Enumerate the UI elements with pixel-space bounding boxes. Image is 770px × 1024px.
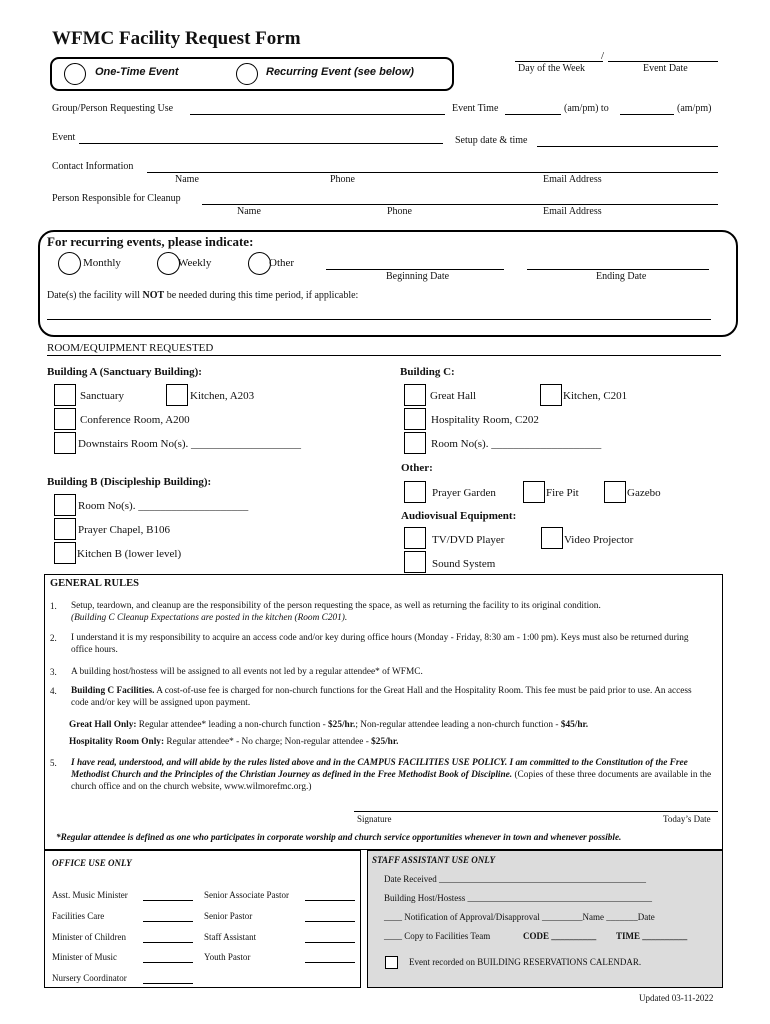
rule-3-text: A building host/hostess will be assigned to all events not led by a regular attendee* of WFMC. (71, 667, 423, 677)
contact-name-label: Name (175, 174, 199, 185)
monthly-radio[interactable] (58, 252, 81, 275)
updated-date: Updated 03-11-2022 (639, 993, 714, 1003)
staff-notification: ____ Notification of Approval/Disapproval _________Name _______Date (384, 912, 655, 922)
rule-4-text: Building C Facilities. A cost-of-use fee is charged for non-church functions for the Great Hall and the Hospitality Room. This fee must be paid prior to use. An access code and/or key will be assigned upon payment. (71, 686, 692, 708)
contact-label: Contact Information (52, 161, 134, 172)
kitchen-a-checkbox[interactable] (166, 384, 188, 406)
staff-time: TIME __________ (616, 931, 688, 941)
rules-heading: GENERAL RULES (50, 578, 139, 589)
cleanup-label: Person Responsible for Cleanup (52, 193, 181, 204)
rule-1-text: Setup, teardown, and cleanup are the responsibility of the person requesting the space, as well as returning the facility to its original condition. (Building C Cleanup Expectations are posted in the kitchen (Room C201). (71, 601, 601, 623)
great-hall-fee: Great Hall Only: Regular attendee* leading a non-church function - $25/hr.; Non-regular attendee leading a non-church function - $45/hr. (69, 720, 589, 730)
regular-attendee-footnote: *Regular attendee is defined as one who participates in corporate worship and church service opportunities whenever in town and whenever possible. (56, 832, 622, 842)
conference-label: Conference Room, A200 (80, 414, 190, 426)
building-c-heading: Building C: (400, 366, 455, 378)
gazebo-label: Gazebo (627, 487, 661, 499)
recurring-heading: For recurring events, please indicate: (47, 234, 254, 249)
rule-2-text: I understand it is my responsibility to acquire an access code and/or key during office hours (Monday - Friday, 8:30 am - 1:00 pm). Keys must also be returned during office hours. (71, 633, 689, 655)
staff-date-received: Date Received ______________________________________________ (384, 874, 646, 884)
begin-date-label: Beginning Date (386, 271, 450, 282)
end-date-label: Ending Date (596, 271, 647, 282)
hospitality-fee: Hospitality Room Only: Regular attendee* - No charge; Non-regular attendee - $25/hr. (69, 737, 399, 747)
sanctuary-label: Sanctuary (80, 390, 124, 402)
office-role-senior-pastor: Senior Pastor (204, 911, 253, 921)
projector-checkbox[interactable] (541, 527, 563, 549)
office-field-staff-asst[interactable] (305, 942, 355, 943)
office-field-senior-pastor[interactable] (305, 921, 355, 922)
room-heading: ROOM/EQUIPMENT REQUESTED (47, 342, 214, 354)
setup-label: Setup date & time (455, 135, 528, 146)
gazebo-checkbox[interactable] (604, 481, 626, 503)
downstairs-label: Downstairs Room No(s). ____________________ (78, 438, 302, 450)
office-field-children[interactable] (143, 942, 193, 943)
tv-label: TV/DVD Player (432, 534, 505, 546)
room-heading-rule (47, 355, 721, 356)
office-role-youth: Youth Pastor (204, 952, 251, 962)
setup-field[interactable] (537, 146, 718, 147)
event-field[interactable] (79, 143, 443, 144)
monthly-label: Monthly (83, 257, 121, 269)
page-title: WFMC Facility Request Form (52, 28, 301, 49)
office-heading: OFFICE USE ONLY (52, 858, 132, 868)
begin-date-field[interactable] (326, 269, 504, 270)
sanctuary-checkbox[interactable] (54, 384, 76, 406)
office-role-staff-asst: Staff Assistant (204, 932, 257, 942)
one-time-radio[interactable] (64, 63, 86, 85)
downstairs-checkbox[interactable] (54, 432, 76, 454)
contact-field[interactable] (147, 172, 718, 173)
signature-field[interactable] (354, 811, 718, 812)
signature-label: Signature (357, 814, 392, 824)
today-date-label: Today’s Date (663, 814, 711, 824)
sound-checkbox[interactable] (404, 551, 426, 573)
conference-checkbox[interactable] (54, 408, 76, 430)
date-slash: / (601, 50, 605, 62)
weekly-label: Weekly (178, 257, 212, 269)
office-role-nursery: Nursery Coordinator (52, 973, 127, 983)
kitchen-c-label: Kitchen, C201 (563, 390, 628, 402)
room-c-label: Room No(s). ____________________ (431, 438, 602, 450)
hospitality-label: Hospitality Room, C202 (431, 414, 539, 426)
kitchen-c-checkbox[interactable] (540, 384, 562, 406)
office-field-youth[interactable] (305, 962, 355, 963)
not-needed-field[interactable] (47, 319, 711, 320)
av-heading: Audiovisual Equipment: (401, 510, 517, 522)
rule-2-number: 2. (50, 633, 57, 643)
room-b-checkbox[interactable] (54, 494, 76, 516)
office-role-asst-music: Asst. Music Minister (52, 890, 128, 900)
other-label: Other (269, 257, 295, 269)
cleanup-field[interactable] (202, 204, 718, 205)
office-field-facilities[interactable] (143, 921, 193, 922)
cleanup-phone-label: Phone (387, 206, 412, 217)
cleanup-name-label: Name (237, 206, 261, 217)
kitchen-a-label: Kitchen, A203 (190, 390, 255, 402)
other-heading: Other: (401, 462, 433, 474)
cleanup-email-label: Email Address (543, 206, 602, 217)
hospitality-checkbox[interactable] (404, 408, 426, 430)
office-field-nursery[interactable] (143, 983, 193, 984)
staff-code: CODE __________ (523, 931, 597, 941)
one-time-label: One-Time Event (95, 66, 179, 78)
office-role-music: Minister of Music (52, 952, 117, 962)
staff-building-host: Building Host/Hostess _________________________________________ (384, 893, 653, 903)
building-a-heading: Building A (Sanctuary Building): (47, 366, 202, 378)
weekly-radio[interactable] (157, 252, 180, 275)
ampm-to-label: (am/pm) to (564, 103, 609, 114)
event-date-field[interactable] (608, 61, 718, 62)
group-label: Group/Person Requesting Use (52, 103, 174, 114)
end-date-field[interactable] (527, 269, 709, 270)
day-of-week-label: Day of the Week (518, 63, 586, 74)
ampm-label: (am/pm) (677, 103, 712, 114)
office-role-facilities: Facilities Care (52, 911, 105, 921)
room-b-label: Room No(s). ____________________ (78, 500, 249, 512)
other-radio[interactable] (248, 252, 271, 275)
chapel-label: Prayer Chapel, B106 (78, 524, 170, 536)
chapel-checkbox[interactable] (54, 518, 76, 540)
staff-calendar-label: Event recorded on BUILDING RESERVATIONS CALENDAR. (409, 957, 642, 967)
contact-email-label: Email Address (543, 174, 602, 185)
not-needed-label: Date(s) the facility will NOT be needed during this time period, if applicable: (47, 290, 359, 301)
staff-copy: ____ Copy to Facilities Team (384, 931, 491, 941)
fire-pit-checkbox[interactable] (523, 481, 545, 503)
prayer-garden-checkbox[interactable] (404, 481, 426, 503)
great-hall-label: Great Hall (430, 390, 477, 402)
event-time-start-field[interactable] (505, 114, 561, 115)
event-label: Event (52, 132, 76, 143)
fire-pit-label: Fire Pit (546, 487, 579, 499)
day-of-week-field[interactable] (515, 61, 603, 62)
contact-phone-label: Phone (330, 174, 355, 185)
rule-5-text: I have read, understood, and will abide by the rules listed above and in the CAMPUS FACILITIES USE POLICY. I am committed to the Constitution of the Free Methodist Church and the Principles of the Christian Journey as defined in the Free Methodist Book of Discipline. (Copies of these three documents are available in the church office and on the church website, www.wilmorefmc.org.) (71, 758, 712, 792)
event-time-label: Event Time (452, 103, 499, 114)
rule-4-number: 4. (50, 686, 57, 696)
projector-label: Video Projector (564, 534, 634, 546)
office-field-senior-assoc[interactable] (305, 900, 355, 901)
rule-5-number: 5. (50, 758, 57, 768)
calendar-checkbox[interactable] (385, 956, 398, 969)
staff-heading: STAFF ASSISTANT USE ONLY (372, 855, 495, 865)
group-field[interactable] (190, 114, 445, 115)
great-hall-checkbox[interactable] (404, 384, 426, 406)
office-role-children: Minister of Children (52, 932, 126, 942)
rule-1-number: 1. (50, 601, 57, 611)
kitchen-b-checkbox[interactable] (54, 542, 76, 564)
office-field-asst-music[interactable] (143, 900, 193, 901)
event-time-end-field[interactable] (620, 114, 674, 115)
office-field-music[interactable] (143, 962, 193, 963)
rule-3-number: 3. (50, 667, 57, 677)
office-role-senior-assoc: Senior Associate Pastor (204, 890, 289, 900)
recurring-label: Recurring Event (see below) (266, 66, 414, 78)
event-date-label: Event Date (643, 63, 688, 74)
kitchen-b-label: Kitchen B (lower level) (77, 548, 182, 560)
tv-checkbox[interactable] (404, 527, 426, 549)
prayer-garden-label: Prayer Garden (432, 487, 496, 499)
room-c-checkbox[interactable] (404, 432, 426, 454)
sound-label: Sound System (432, 558, 496, 570)
building-b-heading: Building B (Discipleship Building): (47, 476, 212, 488)
recurring-radio[interactable] (236, 63, 258, 85)
